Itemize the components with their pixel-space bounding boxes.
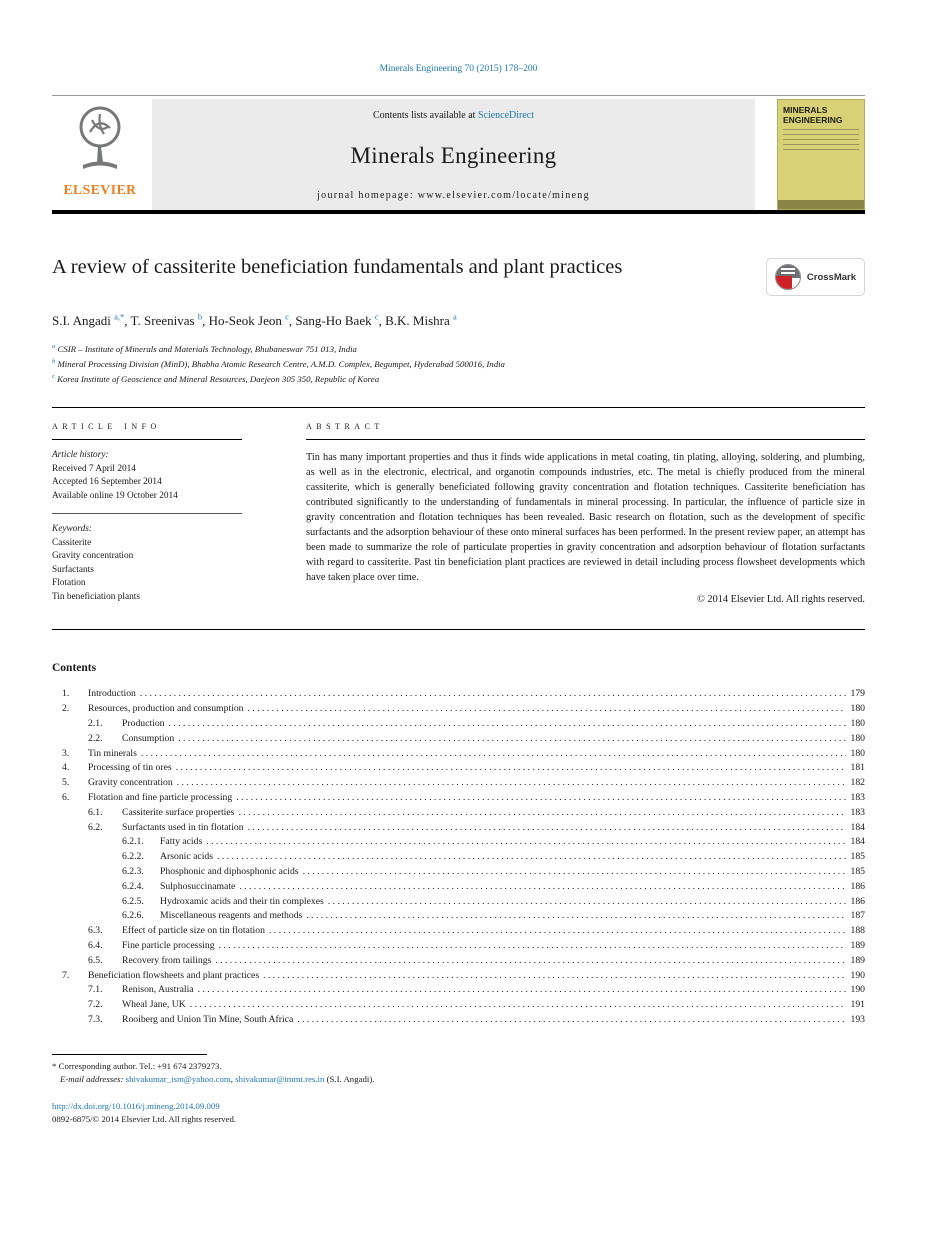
toc-entry-page: 186 [850, 880, 865, 892]
toc-entry[interactable] [52, 954, 865, 969]
toc-entry-number: 6.2.2. [122, 851, 144, 863]
toc-entry-title: Flotation and fine particle processing [88, 792, 233, 804]
footnote-rule [52, 1054, 207, 1055]
affiliation-list [52, 341, 865, 385]
toc-entry[interactable] [52, 835, 865, 850]
toc-entry[interactable] [52, 983, 865, 998]
toc-dot-leader [248, 821, 847, 836]
toc-entry[interactable] [52, 850, 865, 865]
toc-entry-title: Phosphonic and diphosphonic acids [160, 866, 299, 878]
journal-cover-texture [783, 129, 859, 150]
toc-entry-title: Consumption [122, 732, 175, 744]
history-item: Received 7 April 2014 [52, 463, 136, 474]
toc-dot-leader [141, 747, 847, 762]
author-name: Sang-Ho Baek $^c$ [295, 312, 379, 329]
toc-entry-title: Surfactants used in tin flotation [122, 821, 244, 833]
corresponding-author-note: * Corresponding author. Tel.: +91 674 2379273. [52, 1060, 222, 1071]
toc-entry-page: 184 [850, 821, 865, 833]
affiliation-sup: a [52, 343, 56, 351]
toc-entry-page: 180 [850, 718, 865, 730]
keyword-item: Gravity concentration [52, 551, 134, 562]
crossmark-label: CrossMark [806, 271, 856, 283]
crossmark-icon [775, 264, 801, 290]
elsevier-wordmark: ELSEVIER [63, 182, 137, 197]
toc-entry-page: 185 [850, 866, 865, 878]
toc-entry-title: Tin minerals [88, 747, 137, 759]
journal-cover-footer-strip [778, 200, 864, 209]
toc-entry[interactable] [52, 791, 865, 806]
author-list: S.I. Angadi $^{a,*}$, T. Sreenivas $^b$, Ho-Seok Jeon $^c$, Sang-Ho Baek $^c$, B.K. Mishra $^a$ [52, 312, 457, 329]
toc-dot-leader [238, 806, 846, 821]
journal-title: Minerals Engineering [350, 142, 557, 168]
toc-entry-page: 183 [850, 792, 865, 804]
toc-dot-leader [178, 732, 846, 747]
toc-entry-title: Production [122, 718, 165, 730]
affiliation-sup: b [52, 358, 56, 366]
toc-dot-leader [328, 895, 847, 910]
toc-entry[interactable] [52, 717, 865, 732]
article-info-heading: article info [52, 408, 242, 440]
author-affiliation-sup: a,* [114, 312, 125, 322]
author-name: T. Sreenivas $^b$ [130, 312, 203, 329]
toc-entry-number: 3. [62, 747, 70, 759]
journal-cover-title: MINERALS ENGINEERING [783, 105, 843, 125]
toc-entry-page: 183 [850, 806, 865, 818]
toc [52, 687, 865, 1027]
toc-entry-number: 6.2. [88, 821, 103, 833]
toc-dot-leader [263, 969, 846, 984]
toc-entry-title: Miscellaneous reagents and methods [160, 910, 303, 922]
email-link[interactable]: shivakumar@immt.res.in [235, 1073, 325, 1084]
toc-entry-number: 6.5. [88, 954, 103, 966]
toc-entry[interactable] [52, 998, 865, 1013]
toc-entry[interactable] [52, 747, 865, 762]
toc-entry-title: Introduction [88, 688, 136, 700]
toc-entry-number: 6. [62, 792, 70, 804]
toc-dot-leader [303, 865, 847, 880]
toc-entry[interactable] [52, 732, 865, 747]
issn-copyright-line: 0892-6875/© 2014 Elsevier Ltd. All rights reserved. [52, 1114, 237, 1125]
toc-dot-leader [206, 835, 846, 850]
toc-dot-leader [248, 702, 847, 717]
toc-entry-title: Gravity concentration [88, 777, 173, 789]
toc-entry-page: 180 [850, 703, 865, 715]
toc-entry-number: 6.2.4. [122, 880, 144, 892]
toc-entry-page: 189 [850, 954, 865, 966]
abstract-heading: abstract [306, 408, 865, 440]
toc-entry[interactable] [52, 1013, 865, 1028]
toc-entry-number: 7. [62, 969, 70, 981]
toc-dot-leader [190, 998, 847, 1013]
toc-entry[interactable] [52, 761, 865, 776]
keyword-item: Surfactants [52, 564, 94, 575]
toc-entry-title: Effect of particle size on tin flotation [122, 925, 265, 937]
copyright-line: © 2014 Elsevier Ltd. All rights reserved. [697, 594, 865, 606]
toc-entry-page: 191 [850, 999, 865, 1011]
affiliation: $^a$ CSIR – Institute of Minerals and Materials Technology, Bhubaneswar 751 013, India [52, 343, 357, 355]
article-meta-block [52, 407, 865, 630]
toc-entry-page: 185 [850, 851, 865, 863]
keyword-item: Flotation [52, 578, 86, 589]
toc-entry-title: Hydroxamic acids and their tin complexes [160, 895, 324, 907]
toc-entry-number: 2. [62, 703, 70, 715]
toc-dot-leader [297, 1013, 846, 1028]
masthead-rule [52, 210, 865, 214]
affiliation: $^b$ Mineral Processing Division (MinD), Bhabha Atomic Research Centre, A.M.D. Complex, Begumpet, Hyderabad 500016, India [52, 358, 505, 369]
toc-entry[interactable] [52, 924, 865, 939]
author-name: Ho-Seok Jeon $^c$ [208, 312, 289, 329]
toc-dot-leader [215, 954, 846, 969]
toc-entry-page: 182 [850, 777, 865, 789]
sciencedirect-link[interactable]: ScienceDirect [477, 110, 535, 121]
toc-dot-leader [236, 791, 846, 806]
abstract-text: Tin has many important properties and thus it finds wide applications in metal coating, tin plating, alloying, soldering, and plumbing, as well as in the electronic, electrical, and organotin compounds industries, etc. The metal is chiefly produced from the mineral cassiterite, which is generally beneficiated following gravity concentration and flotation techniques. Cassiterite beneficiation has contributed significantly to the understanding of fundamentals in mineral processing. In particular, the influence of particle size in gravity concentration and flotation techniques has been revealed. Basic research on flotation, such as the development of specific surfactants and the adsorption behaviour of these onto mineral surfaces has been performed. In the present review paper, an attempt has been made to summarize the role of particulate properties in gravity concentration and adsorption behaviour of flotation surfactants with regard to cassiterite. Past tin beneficiation plant practices are reviewed in detail including process flowsheet developments which have taken place over time. [306, 452, 865, 584]
keyword-item: Cassiterite [52, 537, 92, 548]
email-line: E-mail addresses: shivakumar_ism@yahoo.com, shivakumar@immt.res.in (S.I. Angadi). [60, 1073, 375, 1084]
article-history-list [52, 463, 242, 504]
email-label: E-mail addresses: [60, 1073, 124, 1084]
toc-dot-leader [239, 880, 846, 895]
author-affiliation-sup: b [197, 312, 203, 322]
journal-banner [52, 95, 865, 210]
toc-entry-title: Arsonic acids [160, 851, 213, 863]
toc-entry-page: 180 [850, 732, 865, 744]
elsevier-tree-icon [65, 102, 135, 181]
toc-entry-page: 193 [850, 1014, 865, 1026]
toc-entry-title: Beneficiation flowsheets and plant practices [88, 969, 260, 981]
toc-entry-number: 6.2.3. [122, 866, 144, 878]
journal-citation-link[interactable]: Minerals Engineering 70 (2015) 178–200 [379, 64, 538, 74]
elsevier-logo [52, 99, 148, 210]
toc-entry[interactable] [52, 880, 865, 895]
history-item: Available online 19 October 2014 [52, 490, 178, 501]
toc-entry-title: Resources, production and consumption [88, 703, 244, 715]
contents-availability-text: Contents lists available at [372, 110, 478, 121]
toc-entry-number: 7.1. [88, 984, 103, 996]
keywords-label: Keywords: [52, 524, 92, 535]
toc-entry-number: 6.2.5. [122, 895, 144, 907]
article-history-label: Article history: [52, 450, 109, 461]
toc-entry-page: 190 [850, 969, 865, 981]
toc-entry[interactable] [52, 702, 865, 717]
toc-entry-page: 190 [850, 984, 865, 996]
toc-entry[interactable] [52, 806, 865, 821]
keyword-item: Tin beneficiation plants [52, 591, 140, 602]
affiliation: $^c$ Korea Institute of Geoscience and Mineral Resources, Daejeon 305 350, Republic of Korea [52, 372, 380, 384]
toc-entry-title: Wheal Jane, UK [122, 999, 186, 1011]
toc-entry-number: 6.3. [88, 925, 103, 937]
journal-cover-thumbnail [777, 99, 865, 210]
author-affiliation-sup: a [453, 312, 457, 322]
journal-masthead [152, 99, 755, 210]
toc-entry-title: Renison, Australia [122, 984, 194, 996]
crossmark-badge[interactable] [766, 258, 865, 296]
toc-entry-title: Fine particle processing [122, 940, 215, 952]
journal-homepage-line[interactable]: journal homepage: www.elsevier.com/locate/mineng [317, 190, 590, 201]
history-item: Accepted 16 September 2014 [52, 477, 162, 488]
toc-dot-leader [217, 850, 846, 865]
toc-dot-leader [169, 717, 847, 732]
toc-entry-number: 1. [62, 688, 70, 700]
toc-dot-leader [198, 983, 847, 998]
toc-entry[interactable] [52, 909, 865, 924]
toc-entry-number: 7.2. [88, 999, 103, 1011]
toc-entry-number: 2.1. [88, 718, 103, 730]
toc-entry-page: 188 [850, 925, 865, 937]
toc-entry[interactable] [52, 865, 865, 880]
article-title: A review of cassiterite beneficiation fundamentals and plant practices [52, 256, 623, 278]
toc-entry[interactable] [52, 969, 865, 984]
toc-entry-page: 181 [850, 762, 865, 774]
toc-entry[interactable] [52, 776, 865, 791]
toc-entry-number: 6.2.6. [122, 910, 144, 922]
toc-dot-leader [177, 776, 847, 791]
toc-entry[interactable] [52, 895, 865, 910]
toc-dot-leader [269, 924, 847, 939]
author-affiliation-sup: c [285, 312, 289, 322]
toc-entry-number: 6.4. [88, 940, 103, 952]
author-affiliation-sup: c [374, 312, 379, 322]
toc-entry-number: 4. [62, 762, 70, 774]
toc-dot-leader [306, 909, 846, 924]
toc-entry-title: Sulphosuccinamate [160, 880, 236, 892]
toc-entry-number: 5. [62, 777, 70, 789]
contents-availability-line [160, 110, 747, 121]
toc-entry-page: 179 [850, 688, 865, 700]
toc-entry-number: 6.1. [88, 806, 103, 818]
toc-entry-number: 7.3. [88, 1014, 103, 1026]
contents-heading: Contents [52, 662, 97, 675]
toc-entry-title: Rooiberg and Union Tin Mine, South Africa [122, 1014, 294, 1026]
doi-link[interactable]: http://dx.doi.org/10.1016/j.mineng.2014.09.009 [52, 1101, 220, 1112]
toc-entry-number: 2.2. [88, 732, 103, 744]
toc-entry[interactable] [52, 939, 865, 954]
toc-entry-page: 189 [850, 940, 865, 952]
keyword-list [52, 537, 242, 605]
toc-entry-number: 6.2.1. [122, 836, 144, 848]
toc-dot-leader [219, 939, 847, 954]
toc-entry-title: Processing of tin ores [88, 762, 172, 774]
author-name: S.I. Angadi $^{a,*}$ [52, 312, 125, 329]
toc-dot-leader [140, 687, 847, 702]
email-link[interactable]: shivakumar_ism@yahoo.com [125, 1073, 231, 1084]
toc-entry[interactable] [52, 821, 865, 836]
toc-entry-page: 180 [850, 747, 865, 759]
toc-entry-page: 186 [850, 895, 865, 907]
toc-entry-title: Recovery from tailings [122, 954, 212, 966]
toc-dot-leader [176, 761, 847, 776]
toc-entry[interactable] [52, 687, 865, 702]
toc-entry-page: 184 [850, 836, 865, 848]
author-name: B.K. Mishra $^a$ [385, 312, 457, 329]
toc-entry-page: 187 [850, 910, 865, 922]
toc-entry-title: Fatty acids [160, 836, 203, 848]
toc-entry-title: Cassiterite surface properties [122, 806, 235, 818]
affiliation-sup: c [52, 372, 55, 380]
